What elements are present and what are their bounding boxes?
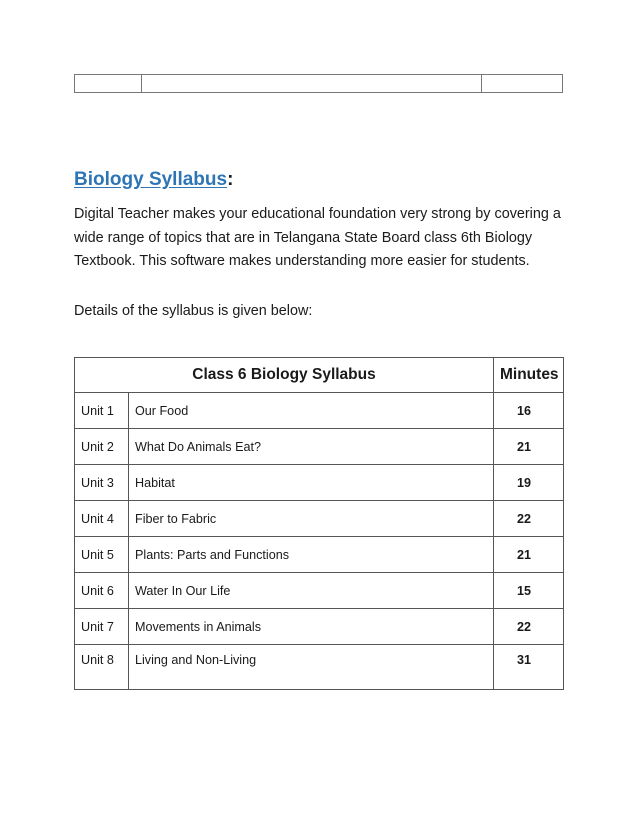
minutes-cell: 19 (494, 465, 564, 501)
minutes-cell: 22 (494, 609, 564, 645)
empty-table-row (75, 75, 563, 93)
table-header-row (75, 358, 564, 393)
heading-link[interactable]: Biology Syllabus (74, 169, 228, 190)
syllabus-table (74, 357, 564, 690)
empty-cell (142, 75, 482, 93)
minutes-cell: 15 (494, 573, 564, 609)
unit-cell: Unit 3 (75, 465, 129, 501)
intro-paragraph: Digital Teacher makes your educational foundation very strong by covering a wide range of topics that are in Telangana State Board class 6th Biology Textbook. This software makes understanding more easier for students. (74, 206, 561, 269)
topic-cell: Fiber to Fabric (129, 501, 494, 537)
topic-cell: What Do Animals Eat? (129, 429, 494, 465)
empty-cell (75, 75, 142, 93)
minutes-header: Minutes (494, 358, 564, 393)
minutes-cell: 16 (494, 393, 564, 429)
unit-cell: Unit 7 (75, 609, 129, 645)
table-row (75, 393, 564, 429)
topic-cell: Habitat (129, 465, 494, 501)
minutes-cell: 21 (494, 429, 564, 465)
unit-cell: Unit 6 (75, 573, 129, 609)
minutes-cell: 31 (494, 645, 564, 690)
unit-cell: Unit 4 (75, 501, 129, 537)
topic-cell: Movements in Animals (129, 609, 494, 645)
unit-cell: Unit 1 (75, 393, 129, 429)
table-row (75, 501, 564, 537)
unit-cell: Unit 5 (75, 537, 129, 573)
table-title: Class 6 Biology Syllabus (75, 358, 494, 393)
table-row (75, 609, 564, 645)
heading-colon: : (227, 169, 234, 190)
unit-cell: Unit 2 (75, 429, 129, 465)
table-row (75, 537, 564, 573)
table-row (75, 645, 564, 690)
empty-cell (482, 75, 563, 93)
minutes-cell: 22 (494, 501, 564, 537)
topic-cell: Plants: Parts and Functions (129, 537, 494, 573)
unit-cell: Unit 8 (75, 645, 129, 690)
minutes-cell: 21 (494, 537, 564, 573)
table-row (75, 465, 564, 501)
previous-table-fragment (74, 74, 563, 93)
details-line: Details of the syllabus is given below: (74, 303, 313, 319)
topic-cell: Living and Non-Living (129, 645, 494, 690)
topic-cell: Water In Our Life (129, 573, 494, 609)
topic-cell: Our Food (129, 393, 494, 429)
section-heading (74, 168, 233, 192)
table-row (75, 573, 564, 609)
table-row (75, 429, 564, 465)
